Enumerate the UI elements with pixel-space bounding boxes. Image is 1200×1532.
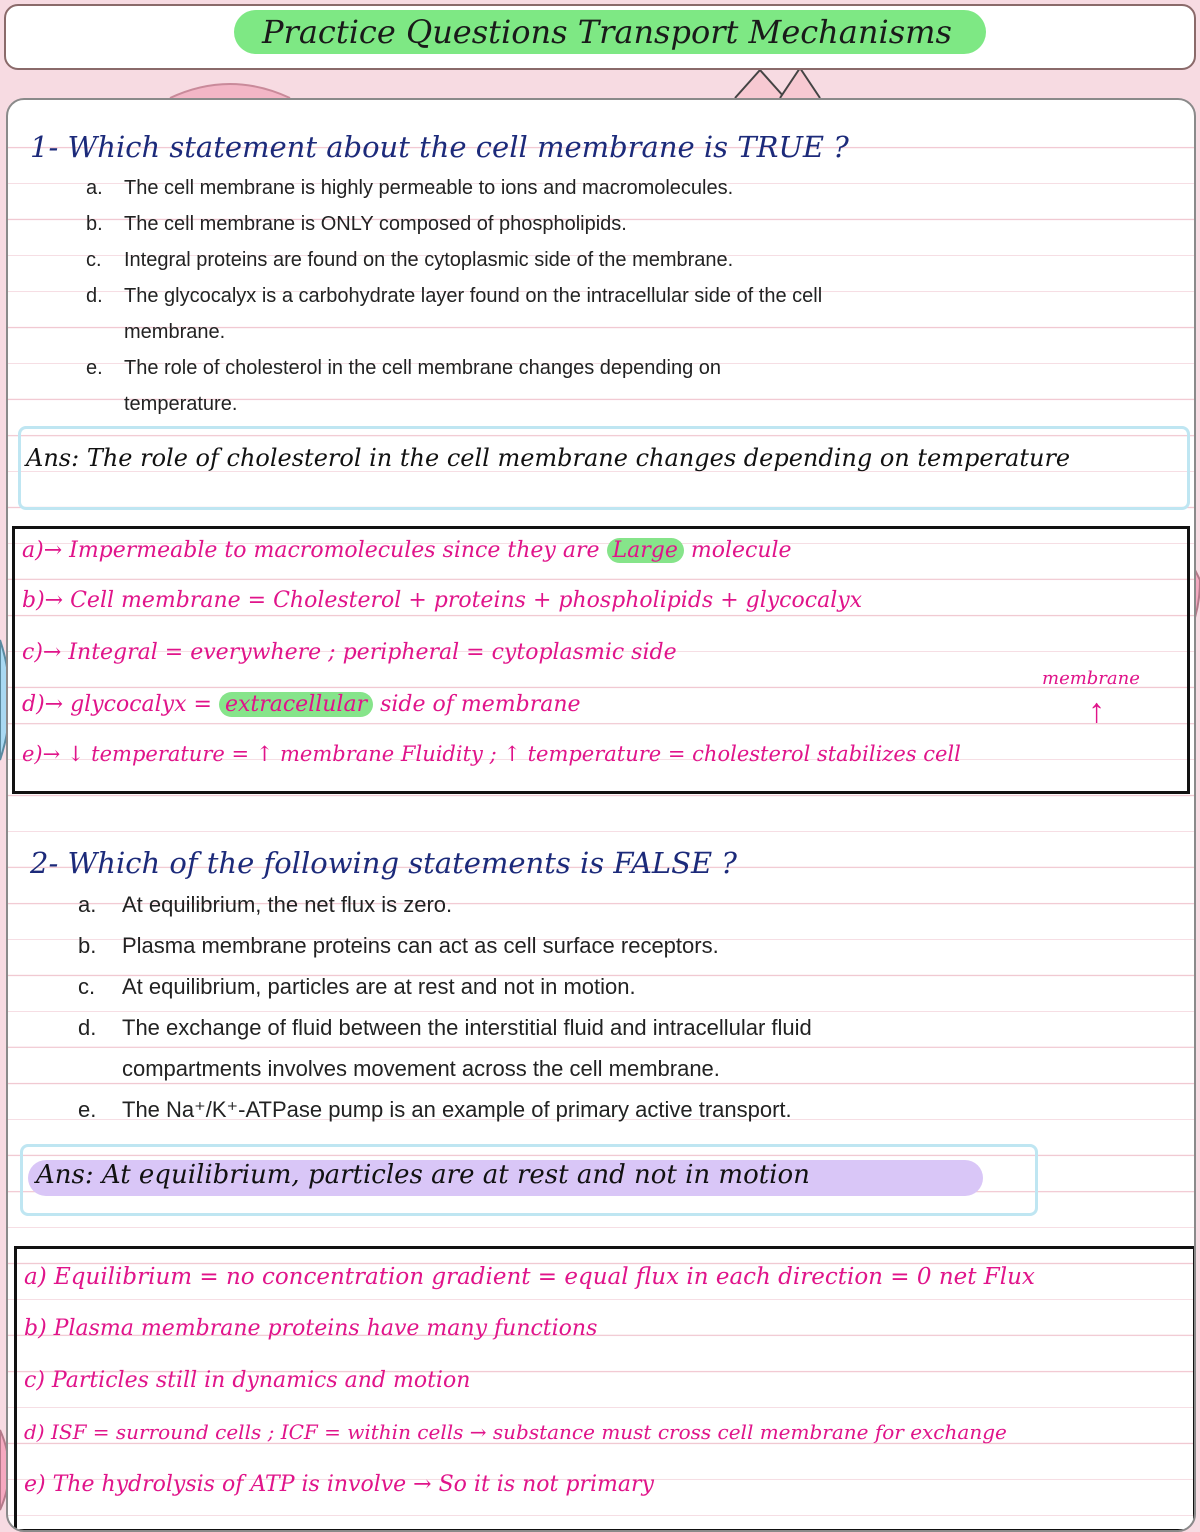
membrane-note: membrane: [1042, 668, 1140, 689]
expl-text: side of membrane: [380, 692, 581, 717]
expl-text: d)→ glycocalyx =: [22, 692, 212, 717]
option-text-continued: membrane.: [124, 321, 226, 343]
q2-option-a: [78, 884, 452, 925]
q2-option-c: [78, 966, 636, 1007]
option-letter: a.: [78, 892, 97, 917]
q2-expl-b: b) Plasma membrane proteins have many functions: [24, 1316, 598, 1341]
q2-answer: Ans: At equilibrium, particles are at rest and not in motion: [36, 1160, 810, 1190]
option-text: The glycocalyx is a carbohydrate layer found on the intracellular side of the cell: [124, 285, 823, 307]
option-letter: d.: [78, 1015, 97, 1040]
large-highlight: Large: [607, 538, 684, 563]
option-letter: d.: [86, 285, 103, 307]
option-text-continued: compartments involves movement across the cell membrane.: [122, 1056, 720, 1081]
extracellular-highlight: extracellular: [219, 692, 373, 717]
q2-expl-d: d) ISF = surround cells ; ICF = within cells → substance must cross cell membrane for exchange: [24, 1420, 1007, 1444]
option-text-continued: temperature.: [124, 393, 238, 415]
option-letter: b.: [78, 933, 97, 958]
q1-expl-a: [22, 538, 792, 563]
q1-expl-e: e)→ ↓ temperature = ↑ membrane Fluidity ; ↑ temperature = cholesterol stabilizes cell: [22, 742, 961, 766]
expl-text: molecule: [690, 538, 792, 563]
question-1-title: 1- Which statement about the cell membrane is TRUE ?: [30, 130, 849, 164]
q1-expl-c: c)→ Integral = everywhere ; peripheral = cytoplasmic side: [22, 640, 677, 665]
q1-answer: Ans: The role of cholesterol in the cell membrane changes depending on temperature: [26, 444, 1071, 472]
option-text: The exchange of fluid between the interstitial fluid and intracellular fluid: [122, 1015, 812, 1040]
q1-option-e: [86, 350, 721, 422]
option-text: Integral proteins are found on the cytoplasmic side of the membrane.: [124, 249, 734, 271]
q1-expl-d: [22, 692, 581, 717]
question-2-title: 2- Which of the following statements is FALSE ?: [30, 846, 737, 880]
q1-option-b: [86, 206, 627, 242]
option-letter: e.: [86, 357, 103, 379]
page-title: Practice Questions Transport Mechanisms: [262, 13, 952, 51]
option-text: The cell membrane is ONLY composed of phospholipids.: [124, 213, 627, 235]
option-text: At equilibrium, particles are at rest and not in motion.: [122, 974, 636, 999]
q1-option-a: [86, 170, 733, 206]
q2-option-d: [78, 1007, 812, 1089]
option-text: At equilibrium, the net flux is zero.: [122, 892, 453, 917]
q2-option-e: [78, 1089, 792, 1130]
q1-option-d: [86, 278, 822, 350]
option-text: The Na⁺/K⁺-ATPase pump is an example of primary active transport.: [122, 1097, 792, 1122]
expl-text: a)→ Impermeable to macromolecules since they are: [22, 538, 600, 563]
q2-option-b: [78, 925, 719, 966]
q2-expl-e: e) The hydrolysis of ATP is involve → So it is not primary: [24, 1472, 654, 1497]
option-text: The role of cholesterol in the cell membrane changes depending on: [124, 357, 722, 379]
option-letter: a.: [86, 177, 103, 199]
up-arrow-icon: ↑: [1088, 692, 1105, 730]
option-letter: e.: [78, 1097, 97, 1122]
option-letter: b.: [86, 213, 103, 235]
notebook-paper: [6, 98, 1196, 1532]
q2-expl-c: c) Particles still in dynamics and motion: [24, 1368, 471, 1393]
option-text: Plasma membrane proteins can act as cell surface receptors.: [122, 933, 719, 958]
q1-expl-b: b)→ Cell membrane = Cholesterol + proteins + phospholipids + glycocalyx: [22, 588, 863, 613]
q2-expl-a: a) Equilibrium = no concentration gradient = equal flux in each direction = 0 net Flux: [24, 1264, 1035, 1290]
option-letter: c.: [86, 249, 102, 271]
option-text: The cell membrane is highly permeable to ions and macromolecules.: [124, 177, 734, 199]
q1-option-c: [86, 242, 733, 278]
option-letter: c.: [78, 974, 96, 999]
